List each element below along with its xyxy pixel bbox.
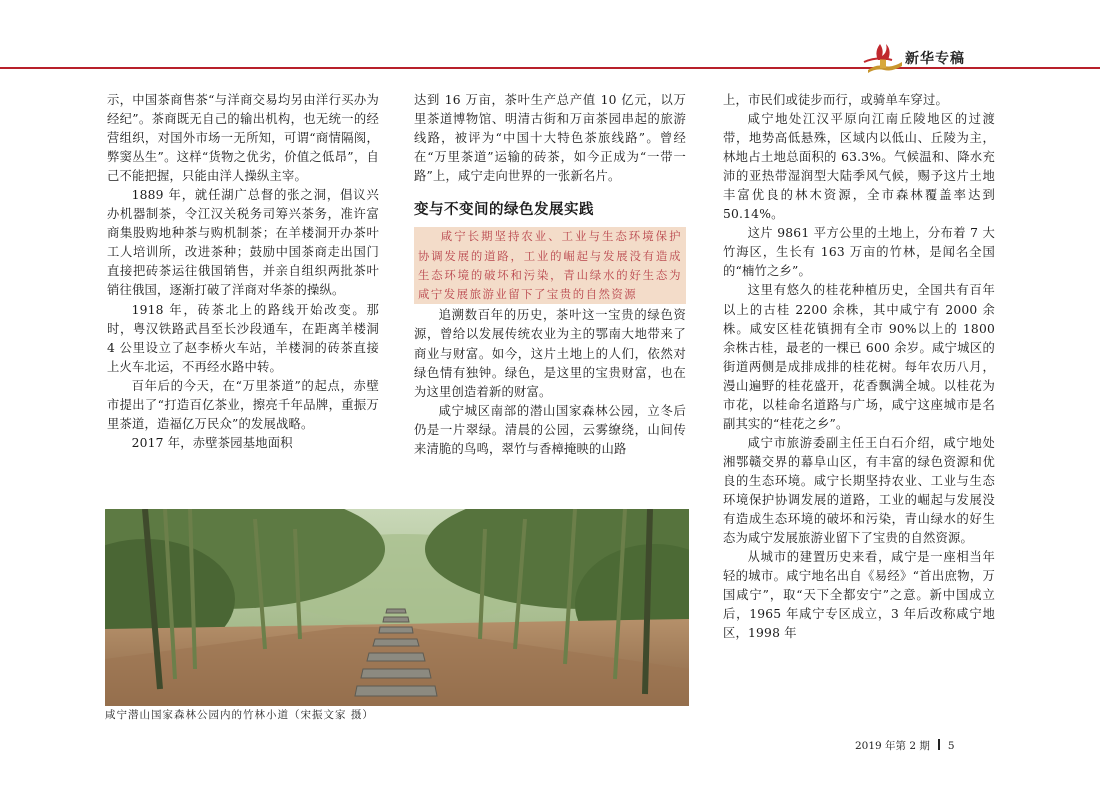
paragraph: 从城市的建置历史来看，咸宁是一座相当年轻的城市。咸宁地名出自《易经》“首出庶物，万国咸宁”，取“天下全都安宁”之意。新中国成立后，1965 年咸宁专区成立，3 年后改称咸宁地区，1998 年 [723,550,995,641]
issue-label: 2019 年第 2 期 [855,740,930,752]
paragraph: 咸宁市旅游委副主任王白石介绍，咸宁地处湘鄂赣交界的幕阜山区，有丰富的绿色资源和优良的生态环境。咸宁长期坚持农业、工业与生态环境保护协调发展的道路，工业的崛起与发展没有造成生态环境的破坏和污染，青山绿水的好生态为咸宁发展旅游业留下了宝贵的自然资源。 [723,435,995,546]
bamboo-path-illustration-icon [105,509,689,706]
paragraph: 1889 年，就任湖广总督的张之洞，倡议兴办机器制茶，令江汉关税务司筹兴茶务，准许富商集股购地种茶与购机制茶；在羊楼洞开办茶叶工人培训所，改进茶种；鼓励中国茶商走出国门直接把砖茶运往俄国销售，并亲自组织两批茶叶销往俄国，逐渐打破了洋商对华茶的操纵。 [107,188,379,298]
text-column-1 [107,91,379,453]
paragraph: 咸宁地处江汉平原向江南丘陵地区的过渡带，地势高低悬殊，区域内以低山、丘陵为主，林地占土地总面积的 63.3%。气候温和、降水充沛的亚热带湿润型大陆季风气候，赐予这片土地丰富优良的林木资源，全市森林覆盖率达到 50.14%。 [723,112,995,222]
bamboo-forest-photo [105,509,689,706]
photo-caption: 咸宁潜山国家森林公园内的竹林小道（宋振文家 摄） [105,709,374,721]
paragraph: 这片 9861 平方公里的土地上，分布着 7 大竹海区，生长有 163 万亩的竹林，是闻名全国的“楠竹之乡”。 [723,226,995,279]
paragraph: 咸宁城区南部的潜山国家森林公园，立冬后仍是一片翠绿。清晨的公园，云雾缭绕，山间传来清脆的鸟鸣，翠竹与香樟掩映的山路 [414,403,686,456]
text-column-2 [414,91,686,459]
paragraph: 1918 年，砖茶北上的路线开始改变。那时，粤汉铁路武昌至长沙段通车，在距离羊楼洞 4 公里设立了赵李桥火车站，羊楼洞的砖茶直接上火车北运，不再经水路中转。 [107,302,379,374]
paragraph: 示，中国茶商售茶“与洋商交易均另由洋行买办为经纪”。茶商既无自己的输出机构，也无统一的经营组织，对国外市场一无所知，可谓“商情隔阂，弊窦丛生”。这样“货物之优劣，价值之低昂”，自己不能把握，只能由洋人操纵主宰。 [107,93,379,184]
paragraph: 上，市民们或徒步而行，或骑单车穿过。 [723,93,948,107]
page-footer [855,738,955,754]
page-number: 5 [947,740,955,752]
section-tag: 新华专稿 [905,51,965,67]
divider [938,739,940,750]
paragraph: 追溯数百年的历史，茶叶这一宝贵的绿色资源，曾给以发展传统农业为主的鄂南大地带来了商业与财富。如今，这片土地上的人们，依然对绿色情有独钟。绿色，是这里的宝贵财富，也在为这里创造着新的财富。 [414,308,686,399]
paragraph: 这里有悠久的桂花种植历史，全国共有百年以上的古桂 2200 余株，其中咸宁有 2000 余株。咸安区桂花镇拥有全市 90%以上的 1800 余株古桂，最老的一棵已 600 余岁。咸宁城区的街道两侧是成排成排的桂花树。每年农历八月，漫山遍野的桂花盛开，花香飘满全城。以桂花为市花，以桂命名道路与广场，咸宁这座城市是名副其实的“桂花之乡”。 [723,283,995,431]
xinhua-torch-logo-icon [862,40,906,74]
section-heading: 变与不变间的绿色发展实践 [414,202,594,219]
paragraph: 2017 年，赤壁茶园基地面积 [131,435,293,450]
pull-quote: 咸宁长期坚持农业、工业与生态环境保护协调发展的道路，工业的崛起与发展没有造成生态环境的破坏和污染，青山绿水的好生态为咸宁发展旅游业留下了宝贵的自然资源 [414,227,686,304]
paragraph: 百年后的今天，在“万里茶道”的起点，赤壁市提出了“打造百亿茶业，擦亮千年品牌，重振万里茶道，造福亿万民众”的发展战略。 [107,378,379,431]
paragraph: 达到 16 万亩，茶叶生产总产值 10 亿元，以万里茶道博物馆、明清古街和万亩茶园串起的旅游线路，被评为“中国十大特色茶旅线路”。曾经在“万里茶道”运输的砖茶，如今正成为“一带一路”上，咸宁走向世界的一张新名片。 [414,93,686,184]
text-column-3 [723,91,995,643]
